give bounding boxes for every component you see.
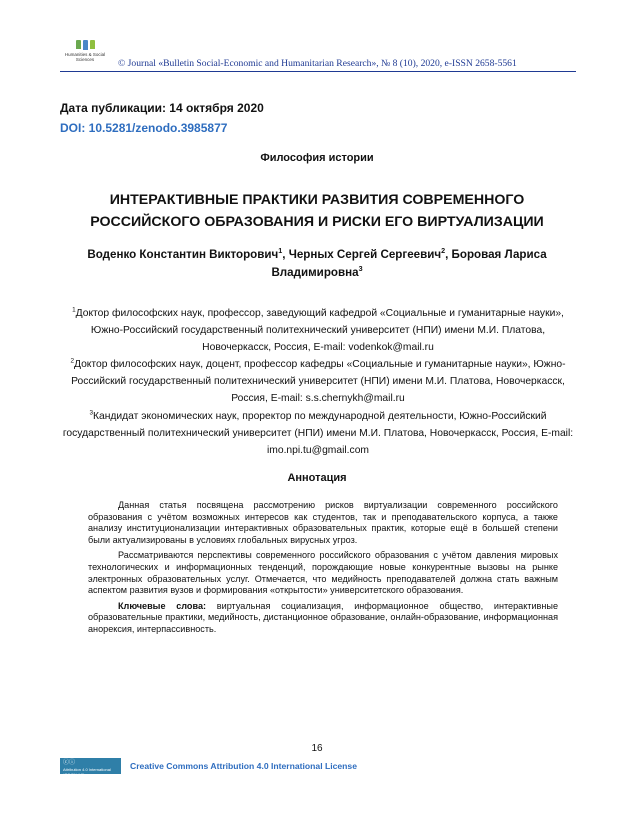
affiliation-marker: 3 [89,409,93,417]
keywords-label: Ключевые слова: [118,600,207,611]
affiliations [58,305,578,459]
affiliation-item [58,305,578,356]
keywords [88,601,558,636]
header-divider [60,71,576,72]
page-number: 16 [311,743,323,754]
abstract-paragraph: Данная статья посвящена рассмотрению рисков виртуализации современного российского образования с учётом возможных интересов как студентов, так и преподавательского корпуса, а также анализу институционализации интерактивных образовательных практик, которые ещё в большей степени были актуализированы в условиях глобальных вирусных угроз. [88,500,558,545]
cc-icon: ⓒⓘ [63,760,76,766]
journal-logo [60,40,110,62]
cc-license-badge[interactable] [60,758,121,777]
affiliation-text: Доктор философских наук, доцент, профессор кафедры «Социальные и гуманитарные науки», Южно-Российский государственный политехнический университет (НПИ) имени М.И. Платова, Новочеркасск, Россия, E-mail: s.s.chernykh@mail.ru [71,359,566,405]
author-affiliation-marker: 2 [441,246,446,256]
author-name: Воденко Константин Викторович [87,248,279,261]
affiliation-item [58,408,578,459]
author-affiliation-marker: 1 [278,246,283,256]
author-separator: , [445,248,452,261]
author-separator: , [282,248,289,261]
author-list [70,246,564,282]
author-affiliation-marker: 3 [358,264,363,274]
author-name: Черных Сергей Сергеевич [288,248,442,261]
affiliation-item [58,356,578,407]
license-link[interactable]: Creative Commons Attribution 4.0 International License [130,761,357,771]
abstract [88,500,558,640]
author-name: Боровая Лариса Владимировна [271,248,547,279]
cc-badge-text: Attribution 4.0 International (CC BY 4.0) [63,767,111,777]
affiliation-marker: 2 [70,357,74,365]
section-heading: Философия истории [260,152,374,164]
journal-citation: © Journal «Bulletin Social-Economic and Humanitarian Research», № 8 (10), 2020, e-ISSN 2658-5561 [118,58,517,69]
logo-icon [60,40,110,50]
abstract-paragraph: Рассматриваются перспективы современного российского образования с учётом давления мировых технологических и информационных тенденций, порождающие новые конкурентные вызовы на рынке электронных образовательных услуг. Отмечается, что медийность преподавателей должна стать важным аспектом развития вузов и формирования «открытости» университетского образования. [88,550,558,596]
affiliation-text: Доктор философских наук, профессор, заведующий кафедрой «Социальные и гуманитарные науки», Южно-Российский государственный политехнический университет (НПИ) имени М.И. Платова, Новочеркасск, Россия, E-mail: vodenkok@mail.ru [75,308,564,354]
doi-link[interactable]: DOI: 10.5281/zenodo.3985877 [60,121,228,135]
keywords-text: виртуальная социализация, информационное общество, интерактивные образовательные практики, медийность, дистанционное образование, онлайн-образование, информационная анорексия, интерпассивность. [88,600,558,634]
publication-date: Дата публикации: 14 октября 2020 [60,101,264,115]
affiliation-marker: 1 [72,306,76,314]
affiliation-text: Кандидат экономических наук, проректор по международной деятельности, Южно-Российский государственный политехнический университет (НПИ) имени М.И. Платова, Новочеркасск, Россия, E-mail: imo.npi.tu@gmail.com [62,410,574,456]
logo-caption: Humanities & Social Sciences [64,52,106,62]
article-title: ИНТЕРАКТИВНЫЕ ПРАКТИКИ РАЗВИТИЯ СОВРЕМЕННОГО РОССИЙСКОГО ОБРАЗОВАНИЯ И РИСКИ ЕГО ВИРТУАЛИЗАЦИИ [90,192,544,230]
abstract-heading: Аннотация [287,472,347,484]
